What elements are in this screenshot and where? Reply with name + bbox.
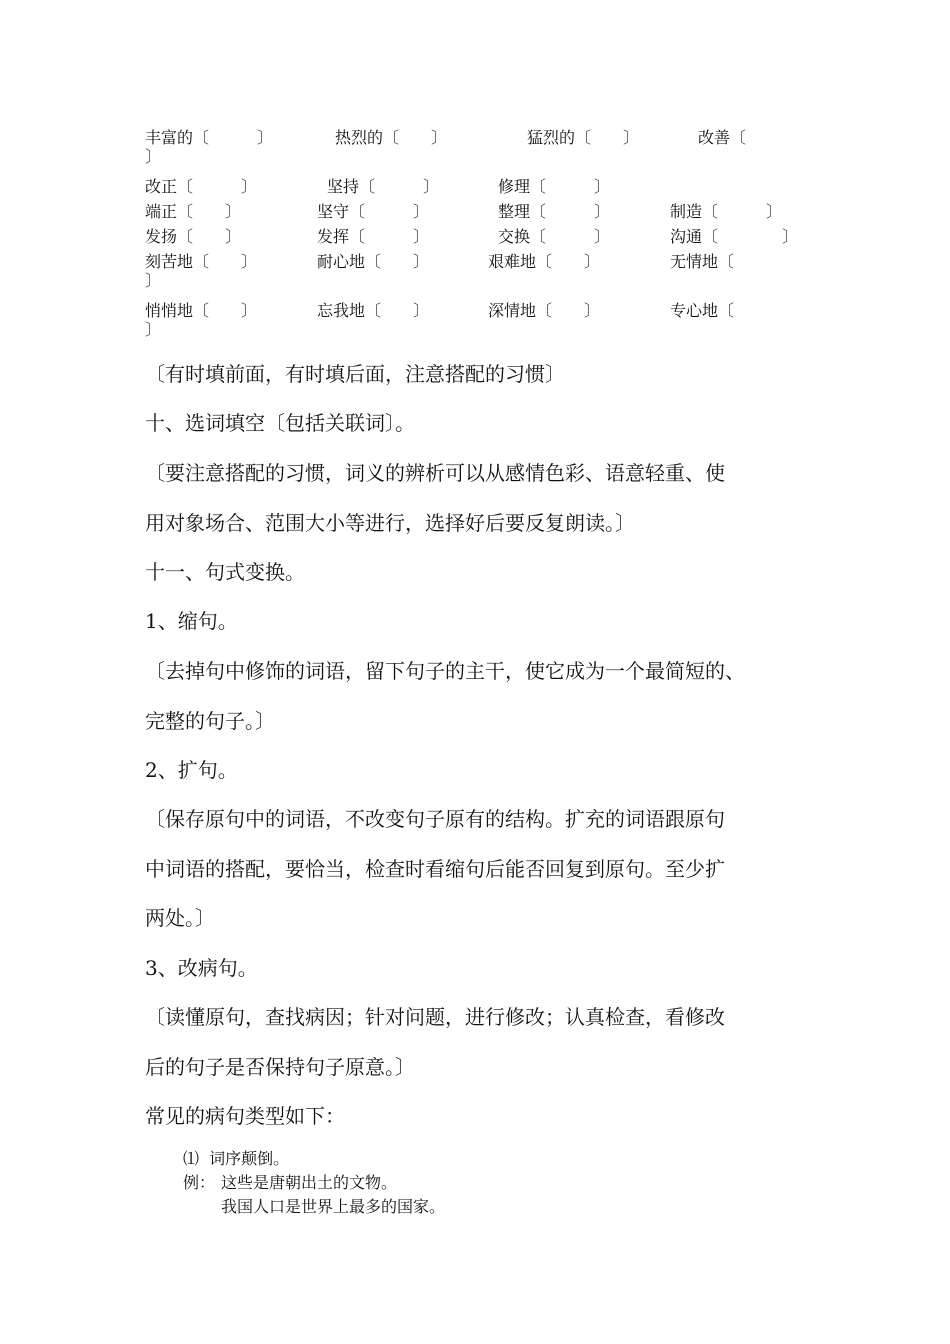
section-heading: 十、选词填空〔包括关联词〕。: [145, 411, 415, 435]
list-intro: 常见的病句类型如下：: [145, 1104, 345, 1128]
vocab-item: 无情地〔: [670, 252, 735, 271]
vocab-item: 发挥〔 〕: [317, 227, 430, 246]
note-paragraph: 〔要注意搭配的习惯，词义的辨析可以从感情色彩、语意轻重、使: [145, 461, 725, 485]
vocab-item: 丰富的〔 〕: [145, 128, 274, 147]
note-paragraph: 〔去掉句中修饰的词语，留下句子的主干，使它成为一个最简短的、: [145, 659, 745, 683]
note-paragraph: 〔保存原句中的词语，不改变句子原有的结构。扩充的词语跟原句: [145, 807, 725, 831]
vocab-item: 改正〔 〕: [145, 177, 258, 196]
subsection-heading: 2、扩句。: [145, 758, 238, 782]
vocab-item: 发扬〔 〕: [145, 227, 242, 246]
example-sentence: 我国人口是世界上最多的国家。: [221, 1197, 446, 1216]
vocab-item: 改善〔: [698, 128, 747, 147]
vocab-row: [145, 252, 825, 290]
vocab-row: [145, 227, 825, 252]
subsection-heading: 1、缩句。: [145, 609, 238, 633]
vocab-row: [145, 202, 825, 227]
note-paragraph: 〔读懂原句，查找病因；针对问题，进行修改；认真检查，看修改: [145, 1005, 725, 1029]
vocab-item: 深情地〔 〕: [488, 301, 601, 320]
vocab-item: 艰难地〔 〕: [488, 252, 601, 271]
subsection-heading: 3、改病句。: [145, 956, 258, 980]
error-type-label: ⑴ 词序颠倒。: [183, 1149, 290, 1168]
note-paragraph: 〔有时填前面，有时填后面，注意搭配的习惯〕: [145, 362, 565, 386]
note-paragraph: 后的句子是否保持句子原意。〕: [145, 1055, 415, 1079]
vocab-row: [145, 301, 825, 339]
vocab-item: 修理〔 〕: [498, 177, 611, 196]
vocab-row: [145, 128, 825, 166]
vocab-item: 热烈的〔 〕: [335, 128, 448, 147]
vocab-fill-grid: [145, 128, 825, 339]
vocab-item: 悄悄地〔 〕: [145, 301, 258, 320]
section-heading: 十一、句式变换。: [145, 560, 305, 584]
vocab-item: 忘我地〔 〕: [317, 301, 430, 320]
note-paragraph: 用对象场合、范围大小等进行，选择好后要反复朗读。〕: [145, 511, 635, 535]
wrapped-bracket: 〕: [145, 147, 162, 166]
vocab-item: 坚持〔 〕: [327, 177, 440, 196]
wrapped-bracket: 〕: [145, 271, 162, 290]
wrapped-bracket: 〕: [145, 320, 162, 339]
vocab-item: 坚守〔 〕: [317, 202, 430, 221]
vocab-item: 专心地〔: [670, 301, 735, 320]
vocab-item: 整理〔 〕: [498, 202, 611, 221]
vocab-item: 交换〔 〕: [498, 227, 611, 246]
example-prefix: 例：: [183, 1173, 216, 1192]
vocab-row: [145, 177, 825, 202]
vocab-item: 制造〔 〕: [670, 202, 783, 221]
example-sentence: 这些是唐朝出土的文物。: [221, 1173, 398, 1192]
vocab-item: 沟通〔 〕: [670, 227, 799, 246]
note-paragraph: 两处。〕: [145, 906, 215, 930]
note-paragraph: 中词语的搭配，要恰当，检查时看缩句后能否回复到原句。至少扩: [145, 857, 725, 881]
vocab-item: 猛烈的〔 〕: [527, 128, 640, 147]
vocab-item: 刻苦地〔 〕: [145, 252, 258, 271]
vocab-item: 耐心地〔 〕: [317, 252, 430, 271]
vocab-item: 端正〔 〕: [145, 202, 242, 221]
note-paragraph: 完整的句子。〕: [145, 709, 275, 733]
